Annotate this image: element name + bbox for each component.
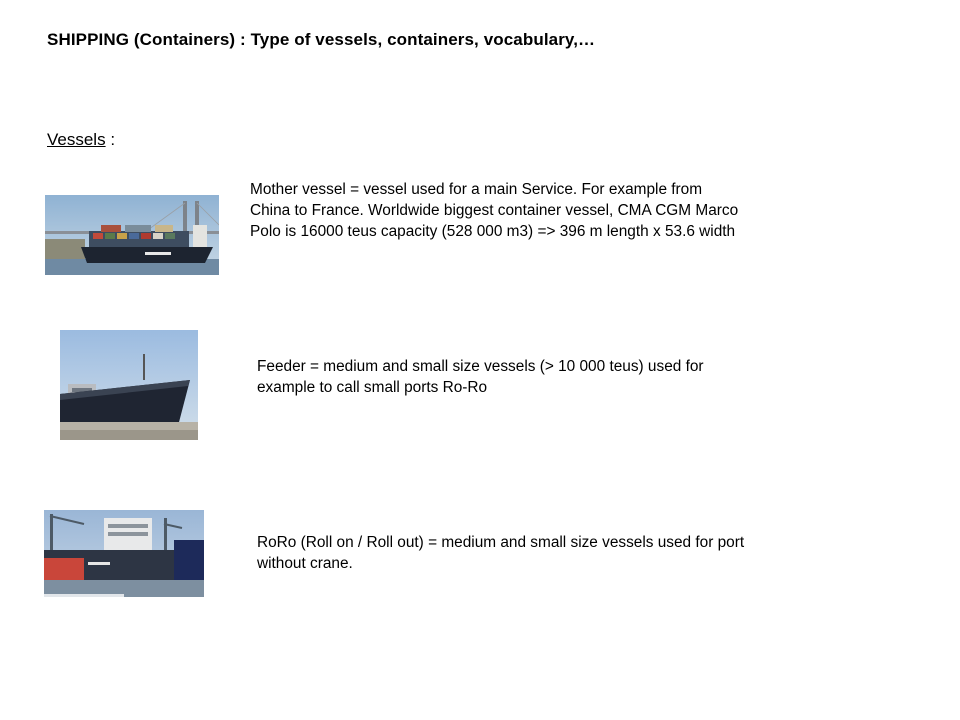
mother-vessel-description: Mother vessel = vessel used for a main Service. For example from China to France. Worldwide biggest container vessel, CMA CGM Marco Polo is 16000 teus capacity (528 000 m3) => 396 m length x 53.6 width <box>250 181 739 240</box>
container-ship-photo <box>45 195 219 275</box>
feeder-description: Feeder = medium and small size vessels (> 10 000 teus) used for example to call small ports Ro-Ro <box>257 358 704 396</box>
page-title: SHIPPING (Containers) : Type of vessels, containers, vocabulary,… <box>47 30 596 49</box>
section-heading <box>47 130 115 150</box>
feeder-ship-photo <box>60 330 198 440</box>
roro-ship-photo <box>44 510 204 597</box>
roro-description: RoRo (Roll on / Roll out) = medium and small size vessels used for port without crane. <box>257 534 745 572</box>
section-heading-label: Vessels <box>47 130 106 149</box>
section-heading-suffix: : <box>105 130 116 149</box>
